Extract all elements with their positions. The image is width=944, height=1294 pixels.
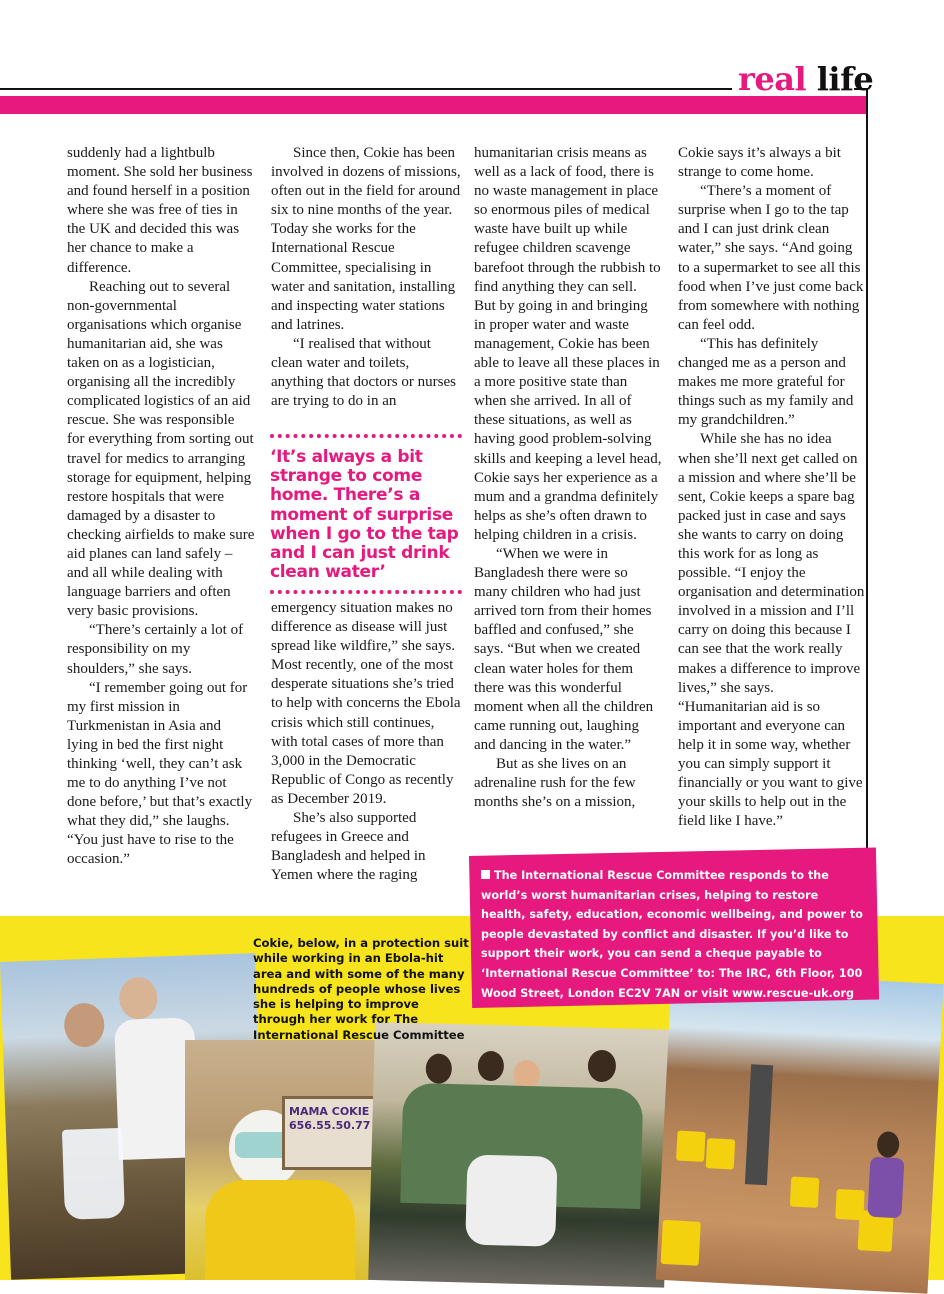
pull-quote-text: ‘It’s always a bit strange to come home. There’s a moment of surprise when I go to the tap and I can just drink clean water’ <box>270 447 459 583</box>
paragraph: “There’s certainly a lot of responsibility on my shoulders,” she says. <box>67 622 244 677</box>
corner-rule-v <box>866 88 868 928</box>
person-dress <box>867 1157 904 1219</box>
person-head <box>876 1131 899 1158</box>
paragraph: She’s also supported refugees in Greece and Bangladesh and helped in Yemen where the raging <box>271 810 426 884</box>
water-container <box>706 1138 736 1169</box>
photo-group <box>368 1022 671 1288</box>
yellow-suit <box>205 1180 355 1280</box>
paragraph: “I remember going out for my first mission in Turkmenistan in Asia and lying in bed the first night thinking ‘well, they can’t ask me to do anything I’ve not done before,’ but that’s exactly what they did,” she laughs. “You just have to rise to the occasion.” <box>67 679 253 868</box>
water-pump <box>745 1064 773 1185</box>
bullet-square-icon <box>481 870 490 879</box>
paragraph: emergency situation makes no difference as disease will just spread like wildfire,” she says. Most recently, one of the most desperate situations she’s tried to help with concerns the Ebola crisis which still continues, with total cases of more than 3,000 in the Democratic Republic of Congo as recently as December 2019. <box>271 600 461 807</box>
person-head <box>63 1002 105 1047</box>
header-pink-rule <box>0 96 866 114</box>
paragraph: “I realised that without clean water and toilets, anything that doctors or nurses are trying to do in an <box>271 335 456 410</box>
paragraph: While she has no idea when she’ll next get called on a mission and where she’ll be sent, Cokie keeps a spare bag packed just in case and says she wants to carry on doing this work for as long as possible. “I enjoy the organisation and determination involved in a mission and I’ll carry on doing this because I can see that the work really makes a difference to improve lives,” she says. “Humanitarian aid is so important and everyone can help it in some way, whether you can simply support it financially or you want to give your skills to help out in the field like I have.” <box>678 431 865 830</box>
person-head <box>477 1051 504 1082</box>
paragraph: “When we were in Bangladesh there were so many children who had just arrived torn from their homes baffled and confused,” she says. “But when we created clean water holes for them there was this wonderful moment when all the children came running out, laughing and dancing in the water.” <box>474 545 654 753</box>
brand-life: life <box>816 60 874 98</box>
name-sign: MAMA COKIE 656.55.50.77 <box>282 1096 378 1170</box>
column-4 <box>678 144 866 831</box>
column-3 <box>474 144 662 812</box>
info-box <box>481 866 865 1003</box>
photo-caption: Cokie, below, in a protection suit while working in an Ebola-hit area and with some of the many hundreds of people whose lives she is helping to improve through her work for The International Rescue Committee <box>253 936 469 1042</box>
column-2-continued <box>271 599 461 885</box>
column-2 <box>271 144 461 411</box>
paragraph: Since then, Cokie has been involved in dozens of missions, often out in the field for around six to nine months of the year. Today she works for the International Rescue Committee, specialising in water and sanitation, installing and inspecting water stations and latrines. <box>271 145 461 333</box>
column-1 <box>67 144 255 870</box>
person-head <box>588 1050 617 1083</box>
paragraph: humanitarian crisis means as well as a lack of food, there is no waste management in place so enormous piles of medical waste have built up while refugee children scavenge barefoot through the rubbish to find anything they can sell. But by going in and bringing in proper water and waste management, Cokie has been able to leave all these places in a more positive state than when she arrived. In all of these situations, as well as having good problem-solving skills and keeping a level head, Cokie says her experience as a mum and a grandma definitely helps as she’s often drawn to helping children in a crisis. <box>474 145 662 543</box>
paragraph: Cokie says it’s always a bit strange to come home. <box>678 145 841 181</box>
header-thin-rule <box>0 88 732 90</box>
water-bucket <box>62 1128 125 1220</box>
paragraph: suddenly had a lightbulb moment. She sold her business and found herself in a position where she was free of ties in the UK and decided this was her chance to make a difference. <box>67 145 253 276</box>
water-container <box>790 1177 820 1208</box>
pull-quote-bottom-rule <box>270 590 462 594</box>
paragraph: “There’s a moment of surprise when I go to the tap and I can just drink clean water,” she says. “And going to a supermarket to see all this food when I’ve just come back from somewhere with nothing can feel odd. <box>678 183 864 333</box>
water-container <box>661 1220 701 1266</box>
info-box-text: The International Rescue Committee responds to the world’s worst humanitarian crises, helping to restore health, safety, education, economic wellbeing, and power to people devastated by conflict and disaster. If you’d like to support their work, you can send a cheque payable to ‘International Rescue Committee’ to: The IRC, 6th Floor, 100 Wood Street, London EC2V 7AN or visit www.rescue-uk.org <box>481 869 863 1000</box>
section-brand <box>738 60 873 98</box>
paragraph: But as she lives on an adrenaline rush for the few months she’s on a mission, <box>474 756 636 811</box>
person-head <box>119 977 158 1020</box>
pull-quote <box>270 434 462 594</box>
photo-water-containers <box>656 970 944 1294</box>
person-head <box>425 1053 452 1084</box>
paragraph: Reaching out to several non-governmental organisations which organise humanitarian aid, she was taken on as a logistician, organising all the incredibly complicated logistics of an aid rescue. She was responsible for everything from sorting out travel for medics to arranging storage for equipment, helping restore hospitals that were damaged by a disaster to checking airfields to make sure aid planes can land safely – and all while dealing with language barriers and often very basic provisions. <box>67 278 255 620</box>
paragraph: “This has definitely changed me as a person and makes me more grateful for things such as my family and my grandchildren.” <box>678 335 854 429</box>
brand-real: real <box>738 60 807 98</box>
water-container <box>676 1131 706 1162</box>
white-shirt <box>465 1154 557 1246</box>
